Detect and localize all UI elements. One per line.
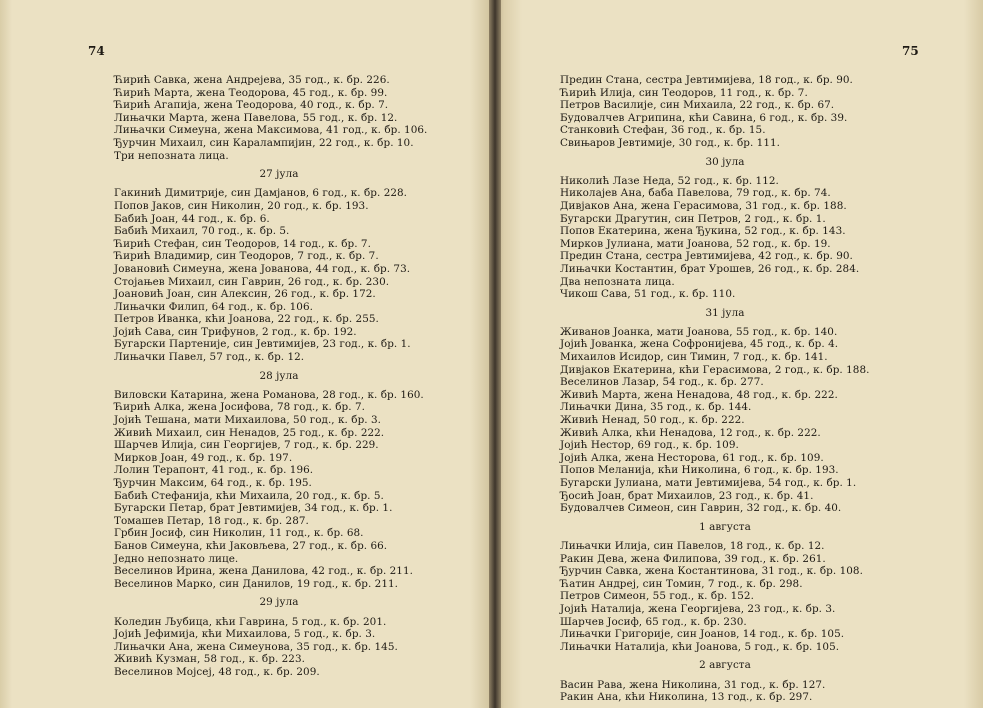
entry-line: Петров Симеон, 55 год., к. бр. 152. [560,590,754,603]
date-heading: 28 јула [259,369,299,382]
entry-line: Васин Рава, жена Николина, 31 год., к. бр. 127. [560,678,826,691]
entry-line: Михаилов Исидор, син Тимин, 7 год., к. бр. 141. [560,351,828,364]
page-number: 74 [88,44,105,58]
date-heading: 29 јула [259,596,299,609]
entry-line: Два непозната лица. [560,275,675,288]
entry-line: Веселинов Ирина, жена Данилова, 42 год., к. бр. 211. [114,565,413,578]
date-heading: 30 јула [705,155,745,168]
entry-line: Ћирић Алка, жена Јосифова, 78 год., к. бр. 7. [114,401,365,414]
entry-line: Јојић Наталија, жена Георгијева, 23 год., к. бр. 3. [560,602,836,615]
entry-line: Јојић Нестор, 69 год., к. бр. 109. [560,439,739,452]
entry-line: Ђосић Јоан, брат Михаилов, 23 год., к. бр. 41. [560,489,814,502]
entry-line: Ћирић Стефан, син Теодоров, 14 год., к. бр. 7. [114,237,371,250]
entry-line: Живић Ненад, 50 год., к. бр. 222. [560,414,745,427]
entry-line: Бугарски Партеније, син Јевтимијев, 23 год., к. бр. 1. [114,338,411,351]
entry-line: Станковић Стефан, 36 год., к. бр. 15. [560,124,766,137]
entry-line: Јојић Алка, жена Несторова, 61 год., к. бр. 109. [560,451,824,464]
entry-line: Свињаров Јевтимије, 30 год., к. бр. 111. [560,136,781,149]
entry-line: Лињачки Илија, син Павелов, 18 год., к. бр. 12. [560,539,825,552]
entry-line: Живић Кузман, 58 год., к. бр. 223. [114,653,305,666]
entry-line: Дивјаков Ана, жена Герасимова, 31 год., к. бр. 188. [560,199,847,212]
entry-line: Живић Марта, жена Ненадова, 48 год., к. бр. 222. [560,388,838,401]
entry-line: Лињачки Симеуна, жена Максимова, 41 год., к. бр. 106. [114,124,428,137]
entry-list [560,74,920,704]
page-number: 75 [902,44,919,58]
entry-line: Петров Иванка, кћи Јоанова, 22 год., к. бр. 255. [114,313,379,326]
entry-line: Једно непознато лице. [114,552,239,565]
entry-line: Томашев Петар, 18 год., к. бр. 287. [114,514,309,527]
entry-line: Николић Лазе Неда, 52 год., к. бр. 112. [560,174,779,187]
entry-line: Јојић Јованка, жена Софронијева, 45 год., к. бр. 4. [560,338,839,351]
entry-line: Лињачки Наталија, кћи Јоанова, 5 год., к. бр. 105. [560,640,840,653]
entry-line: Бугарски Драгутин, син Петров, 2 год., к. бр. 1. [560,212,826,225]
entry-line: Ракин Дева, жена Филипова, 39 год., к. бр. 261. [560,552,826,565]
entry-line: Виловски Катарина, жена Романова, 28 год., к. бр. 160. [114,388,424,401]
date-heading: 31 јула [705,306,745,319]
entry-line: Живанов Јоанка, мати Јоанова, 55 год., к. бр. 140. [560,325,838,338]
entry-line: Мирков Јоан, 49 год., к. бр. 197. [114,451,293,464]
entry-line: Лињачки Дина, 35 год., к. бр. 144. [560,401,752,414]
entry-line: Дивјаков Екатерина, кћи Герасимова, 2 год., к. бр. 188. [560,363,870,376]
entry-line: Грбин Јосиф, син Николин, 11 год., к. бр. 68. [114,527,364,540]
entry-line: Попов Екатерина, жена Ђукина, 52 год., к. бр. 143. [560,225,846,238]
entry-line: Коледин Љубица, кћи Гаврина, 5 год., к. бр. 201. [114,615,387,628]
entry-line: Ћирић Владимир, син Теодоров, 7 год., к. бр. 7. [114,250,379,263]
entry-line: Ђурчин Михаил, син Каралампијин, 22 год., к. бр. 10. [114,136,414,149]
entry-line: Лолин Терапонт, 41 год., к. бр. 196. [114,464,314,477]
right-page [494,0,983,708]
entry-line: Ћатин Андреј, син Томин, 7 год., к. бр. 298. [560,577,803,590]
entry-line: Ћирић Савка, жена Андрејева, 35 год., к. бр. 226. [114,74,390,86]
entry-line: Будовалчев Агрипина, кћи Савина, 6 год., к. бр. 39. [560,111,848,124]
date-heading: 1 августа [699,520,751,533]
entry-list [114,74,474,679]
entry-line: Лињачки Григорије, син Јоанов, 14 год., к. бр. 105. [560,628,845,641]
entry-line: Лињачки Марта, жена Павелова, 55 год., к. бр. 12. [114,111,398,124]
entry-line: Лињачки Павел, 57 год., к. бр. 12. [114,351,305,364]
entry-line: Петров Василије, син Михаила, 22 год., к. бр. 67. [560,99,835,112]
date-heading: 2 августа [699,659,751,672]
entry-line: Бугарски Петар, брат Јевтимијев, 34 год., к. бр. 1. [114,502,393,515]
entry-line: Ђурчин Савка, жена Костантинова, 31 год., к. бр. 108. [560,565,863,578]
entry-line: Мирков Јулиана, мати Јоанова, 52 год., к. бр. 19. [560,237,831,250]
entry-line: Гакинић Димитрије, син Дамјанов, 6 год., к. бр. 228. [114,187,408,200]
entry-line: Јоановић Јоан, син Алексин, 26 год., к. бр. 172. [114,288,376,301]
entry-line: Шарчев Илија, син Георгијев, 7 год., к. бр. 229. [114,439,379,452]
entry-line: Веселинов Марко, син Данилов, 19 год., к. бр. 211. [114,577,399,590]
entry-line: Јојић Сава, син Трифунов, 2 год., к. бр. 192. [114,325,357,338]
entry-line: Попов Јаков, син Николин, 20 год., к. бр. 193. [114,199,369,212]
entry-line: Бабић Јоан, 44 год., к. бр. 6. [114,212,270,225]
date-heading: 27 јула [259,168,299,181]
entry-line: Три непозната лица. [114,149,229,162]
entry-line: Бугарски Јулиана, мати Јевтимијева, 54 год., к. бр. 1. [560,477,857,489]
entry-line: Веселинов Мојсеј, 48 год., к. бр. 209. [114,665,320,678]
entry-line: Ћирић Илија, син Теодоров, 11 год., к. бр. 7. [560,86,808,99]
entry-line: Живић Михаил, син Ненадов, 25 год., к. бр. 222. [114,426,385,439]
entry-line: Ракин Ана, кћи Николина, 13 год., к. бр. 297. [560,691,813,704]
book-gutter [489,0,501,708]
entry-line: Ћирић Марта, жена Теодорова, 45 год., к. бр. 99. [114,86,388,99]
entry-line: Шарчев Јосиф, 65 год., к. бр. 230. [560,615,747,628]
entry-line: Лињачки Костантин, брат Урошев, 26 год., к. бр. 284. [560,262,860,275]
entry-line: Чикош Сава, 51 год., к. бр. 110. [560,288,736,301]
entry-line: Веселинов Лазар, 54 год., к. бр. 277. [560,376,764,389]
entry-line: Јојић Тешана, мати Михаилова, 50 год., к. бр. 3. [114,414,381,427]
entry-line: Стојањев Михаил, син Гаврин, 26 год., к. бр. 230. [114,275,390,288]
entry-line: Предин Стана, сестра Јевтимијева, 18 год., к. бр. 90. [560,74,853,86]
entry-line: Ћирић Агапија, жена Теодорова, 40 год., к. бр. 7. [114,99,389,112]
entry-line: Николајев Ана, баба Павелова, 79 год., к. бр. 74. [560,187,831,200]
entry-line: Јовановић Симеуна, жена Јованова, 44 год., к. бр. 73. [114,262,411,275]
entry-line: Живић Алка, кћи Ненадова, 12 год., к. бр. 222. [560,426,821,439]
entry-line: Лињачки Филип, 64 год., к. бр. 106. [114,300,313,313]
entry-line: Ђурчин Максим, 64 год., к. бр. 195. [114,477,312,489]
entry-line: Предин Стана, сестра Јевтимијева, 42 год., к. бр. 90. [560,250,853,263]
entry-line: Јојић Јефимија, кћи Михаилова, 5 год., к. бр. 3. [114,628,376,641]
entry-line: Бабић Стефанија, кћи Михаила, 20 год., к. бр. 5. [114,489,384,502]
entry-line: Бабић Михаил, 70 год., к. бр. 5. [114,225,290,238]
entry-line: Лињачки Ана, жена Симеунова, 35 год., к. бр. 145. [114,640,398,653]
entry-line: Будовалчев Симеон, син Гаврин, 32 год., к. бр. 40. [560,502,842,515]
entry-line: Попов Меланија, кћи Николина, 6 год., к. бр. 193. [560,464,839,477]
entry-line: Банов Симеуна, кћи Јаковљева, 27 год., к. бр. 66. [114,539,388,552]
